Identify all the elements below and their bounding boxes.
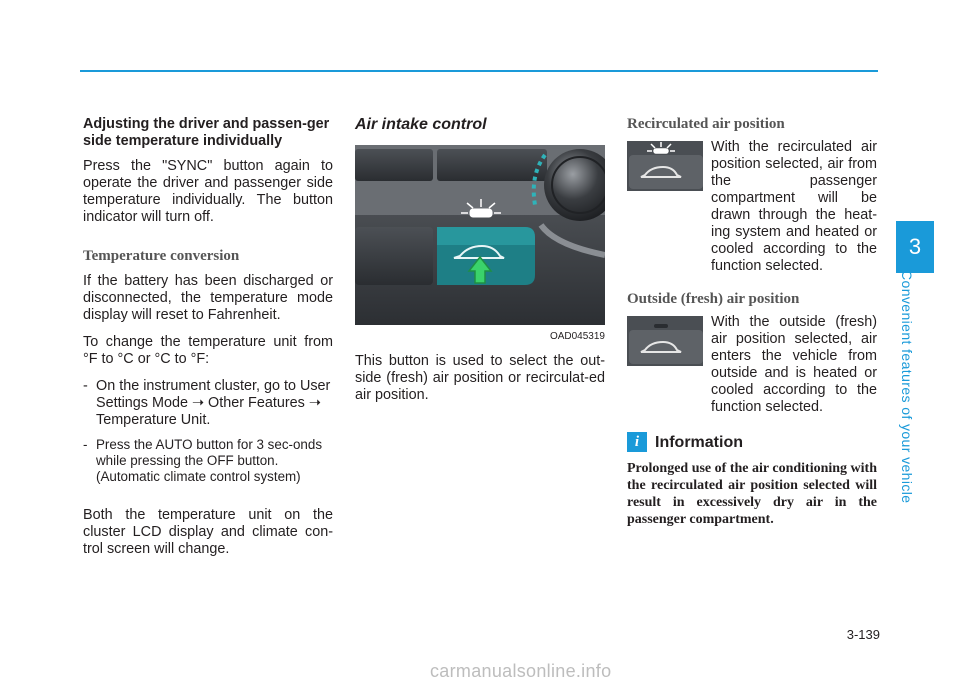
list-item-text: On the instrument cluster, go to User Settings Mode ➝ Other Features ➝ Temperature Unit. [96,378,331,428]
section-heading: Air intake control [355,116,487,133]
list-dash: - [83,437,88,452]
list-item [83,437,333,485]
paragraph: This button is used to select the out-side (fresh) air position or recirculat-ed air position. [355,353,605,403]
list-item-text: Press the AUTO button for 3 sec-onds while pressing the OFF button. (Automatic climate control system) [96,437,323,484]
list-dash: - [83,378,88,394]
climate-panel-figure [355,145,605,345]
chapter-number: 3 [908,234,922,259]
section-heading: Adjusting the driver and passen-ger side temperature individually [83,116,330,149]
paragraph: Both the temperature unit on the cluster LCD display and climate con-trol screen will change. [83,507,333,557]
column-3 [627,116,877,528]
subheading: Temperature conversion [83,248,240,264]
information-body: Prolonged use of the air conditioning with the recirculated air position selected will result in excessively dry air in the passenger compartment. [627,461,877,527]
chapter-tab [896,221,934,273]
chapter-label: Convenient features of your vehicle [899,270,915,504]
paragraph: If the battery has been discharged or disconnected, the temperature mode display will reset to Fahrenheit. [83,273,333,323]
header-rule [80,70,878,72]
outside-text: With the outside (fresh) air position selected, air enters the vehicle from outside and is heated or cooled according to the function selected. [711,314,877,415]
climate-panel-photo [355,145,605,325]
information-label: Information [655,433,743,451]
paragraph: Press the "SYNC" button again to operate the driver and passenger side temperature individually. The button indicator will turn off. [83,158,333,225]
paragraph: To change the temperature unit from °F to °C or °C to °F: [83,334,333,367]
info-icon: i [627,432,647,452]
outside-block [627,314,877,416]
figure-caption: OAD045319 [549,331,605,342]
column-1 [83,116,333,568]
recirculated-block [627,139,877,275]
column-2 [355,116,605,414]
recirculated-button-photo [627,141,703,191]
recirculated-text: With the recirculated air position selected, air from the passenger compartment will be drawn through the heat-ing system and heated or cooled according to the function selected. [711,139,877,274]
information-heading [627,432,877,452]
outside-button-photo [627,316,703,366]
subheading-recirculated: Recirculated air position [627,116,785,132]
page-number: 3-139 [846,627,880,642]
list-item [83,378,333,429]
subheading-outside: Outside (fresh) air position [627,291,800,307]
watermark: carmanualsonline.info [430,661,612,681]
